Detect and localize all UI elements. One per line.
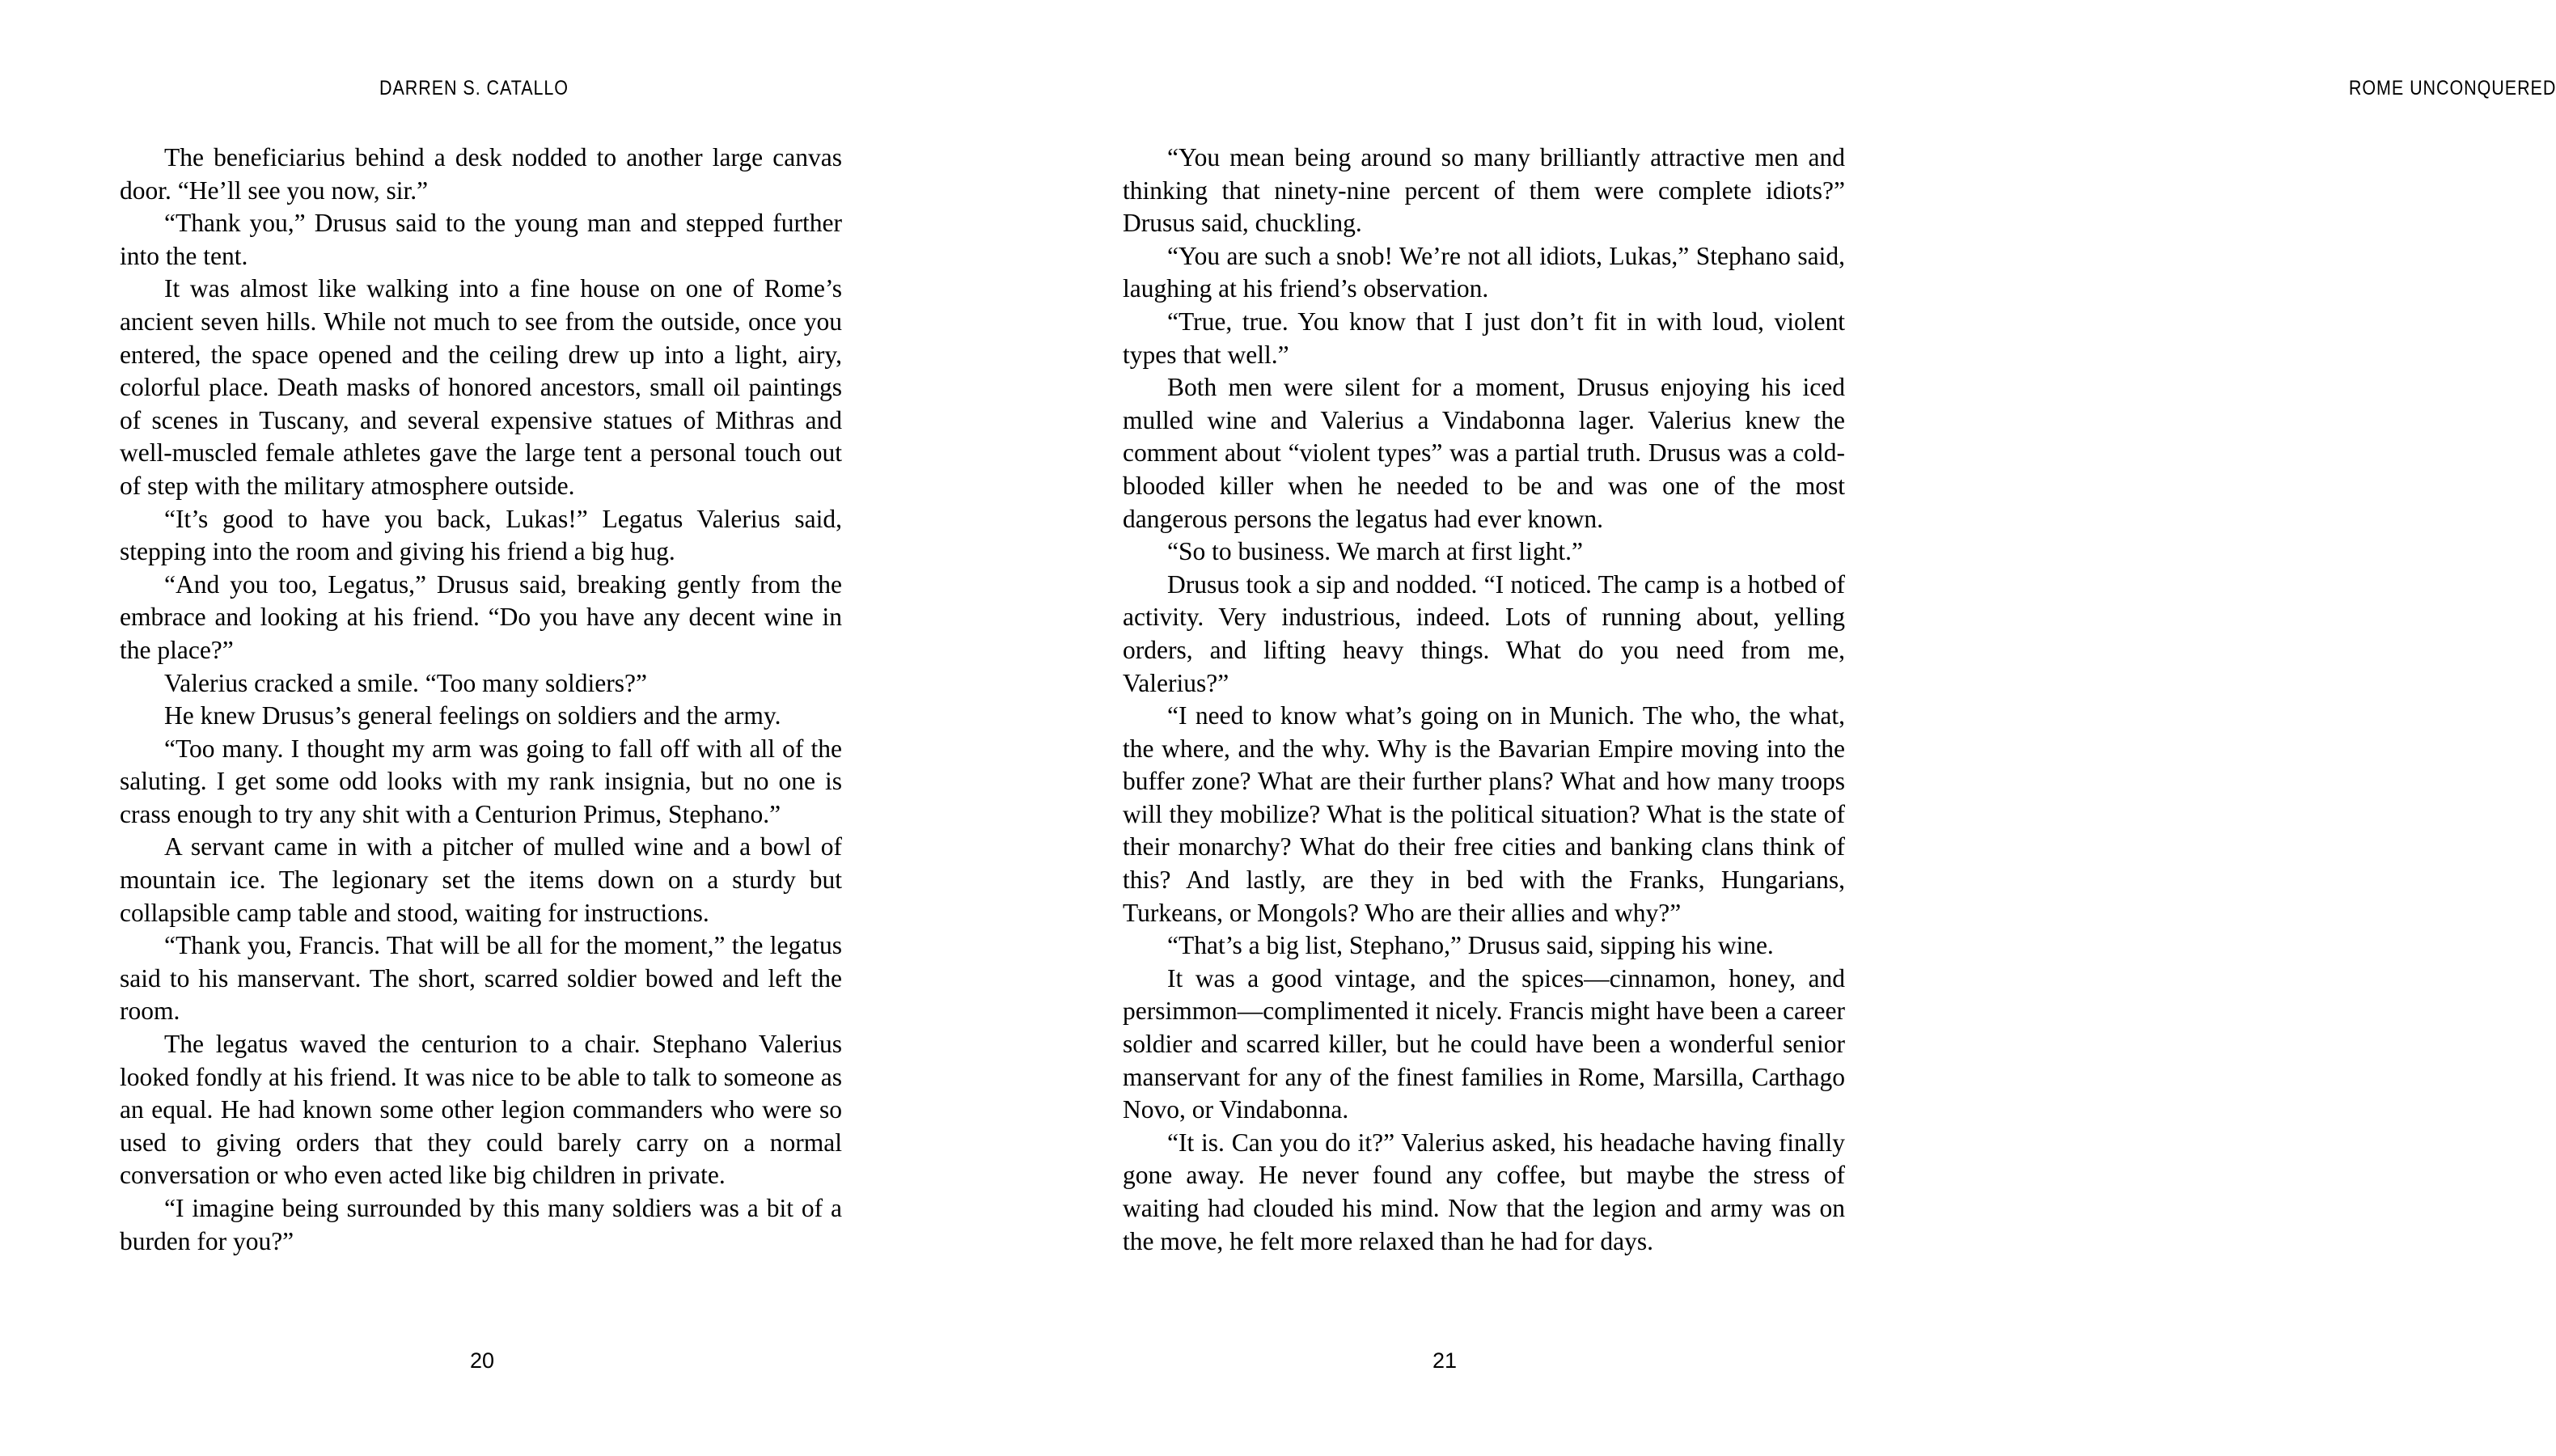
- page-number-right-container: [971, 1348, 1941, 1373]
- page-number-right: 21: [1432, 1348, 1458, 1373]
- body-paragraph: Valerius cracked a smile. “Too many soldiers?”: [164, 668, 647, 697]
- page-number-left-container: [0, 1348, 971, 1373]
- body-paragraph: Drusus took a sip and nodded. “I noticed. The camp is a hotbed of activity. Very industrious, indeed. Lots of running about, yelling orders, and lifting heavy things. What do you need from me, Valerius?”: [1123, 569, 1845, 697]
- running-head-title: ROME UNCONQUERED: [2348, 77, 2556, 99]
- body-paragraph: It was almost like walking into a fine house on one of Rome’s ancient seven hills. While not much to see from the outside, once you entered, the space opened and the ceiling drew up into a light, airy, colorful place. Death masks of honored ancestors, small oil paintings of scenes in Tuscany, and several expensive statues of Mithras and well-muscled female athletes gave the large tent a personal touch out of step with the military atmosphere outside.: [120, 274, 842, 500]
- body-paragraph: “Thank you,” Drusus said to the young man and stepped further into the tent.: [120, 209, 842, 270]
- body-paragraph: “You are such a snob! We’re not all idiots, Lukas,” Stephano said, laughing at his friend’s observation.: [1123, 241, 1845, 303]
- body-paragraph: “True, true. You know that I just don’t fit in with loud, violent types that well.”: [1123, 307, 1845, 369]
- body-paragraph: “And you too, Legatus,” Drusus said, breaking gently from the embrace and looking at his friend. “Do you have any decent wine in the place?”: [120, 569, 842, 664]
- body-paragraph: He knew Drusus’s general feelings on soldiers and the army.: [164, 701, 781, 730]
- body-paragraph: “I need to know what’s going on in Munich. The who, the what, the where, and the why. Why is the Bavarian Empire moving into the buffer zone? What are their further plans? What and how many troops will they mobilize? What is the political situation? What is the state of their monarchy? What do their free cities and banking clans think of this? And lastly, are they in bed with the Franks, Hungarians, Turkeans, or Mongols? Who are their allies and why?”: [1123, 701, 1845, 927]
- page-number-left: 20: [469, 1348, 495, 1373]
- body-paragraph: “Thank you, Francis. That will be all for the moment,” the legatus said to his manservant. The short, scarred soldier bowed and left the room.: [120, 931, 842, 1026]
- body-paragraph: “So to business. We march at first light.”: [1167, 537, 1583, 566]
- page-verso: [0, 0, 971, 1456]
- body-text-left: [120, 142, 842, 1258]
- body-paragraph: “Too many. I thought my arm was going to fall off with all of the saluting. I get some odd looks with my rank insignia, but no one is crass enough to try any shit with a Centurion Primus, Stephano.”: [120, 734, 842, 828]
- body-paragraph: “It is. Can you do it?” Valerius asked, his headache having finally gone away. He never found any coffee, but maybe the stress of waiting had clouded his mind. Now that the legion and army was on the move, he felt more relaxed than he had for days.: [1123, 1128, 1845, 1255]
- body-text-right: [1123, 142, 1845, 1258]
- body-paragraph: “It’s good to have you back, Lukas!” Legatus Valerius said, stepping into the room and giving his friend a big hug.: [120, 504, 842, 566]
- page-recto: [971, 0, 2556, 1456]
- body-paragraph: “I imagine being surrounded by this many soldiers was a bit of a burden for you?”: [120, 1194, 842, 1255]
- running-head-author: DARREN S. CATALLO: [379, 77, 569, 99]
- body-paragraph: “You mean being around so many brilliantly attractive men and thinking that ninety-nine percent of them were complete idiots?” Drusus said, chuckling.: [1123, 143, 1845, 238]
- body-paragraph: A servant came in with a pitcher of mulled wine and a bowl of mountain ice. The legionary set the items down on a sturdy but collapsible camp table and stood, waiting for instructions.: [120, 832, 842, 927]
- body-paragraph: “That’s a big list, Stephano,” Drusus said, sipping his wine.: [1167, 931, 1774, 960]
- body-paragraph: The beneficiarius behind a desk nodded to another large canvas door. “He’ll see you now, sir.”: [120, 143, 842, 205]
- body-paragraph: It was a good vintage, and the spices—cinnamon, honey, and persimmon—complimented it nicely. Francis might have been a career soldier and scarred killer, but he could have been a wonderful senior manservant for any of the finest families in Rome, Marsilla, Carthago Novo, or Vindabonna.: [1123, 963, 1845, 1124]
- body-paragraph: The legatus waved the centurion to a chair. Stephano Valerius looked fondly at his friend. It was nice to be able to talk to someone as an equal. He had known some other legion commanders who were so used to giving orders that they could barely carry on a normal conversation or who even acted like big children in private.: [120, 1030, 842, 1190]
- body-paragraph: Both men were silent for a moment, Drusus enjoying his iced mulled wine and Valerius a Vindabonna lager. Valerius knew the comment about “violent types” was a partial truth. Drusus was a cold-blooded killer when he needed to be and was one of the most dangerous persons the legatus had ever known.: [1123, 373, 1845, 533]
